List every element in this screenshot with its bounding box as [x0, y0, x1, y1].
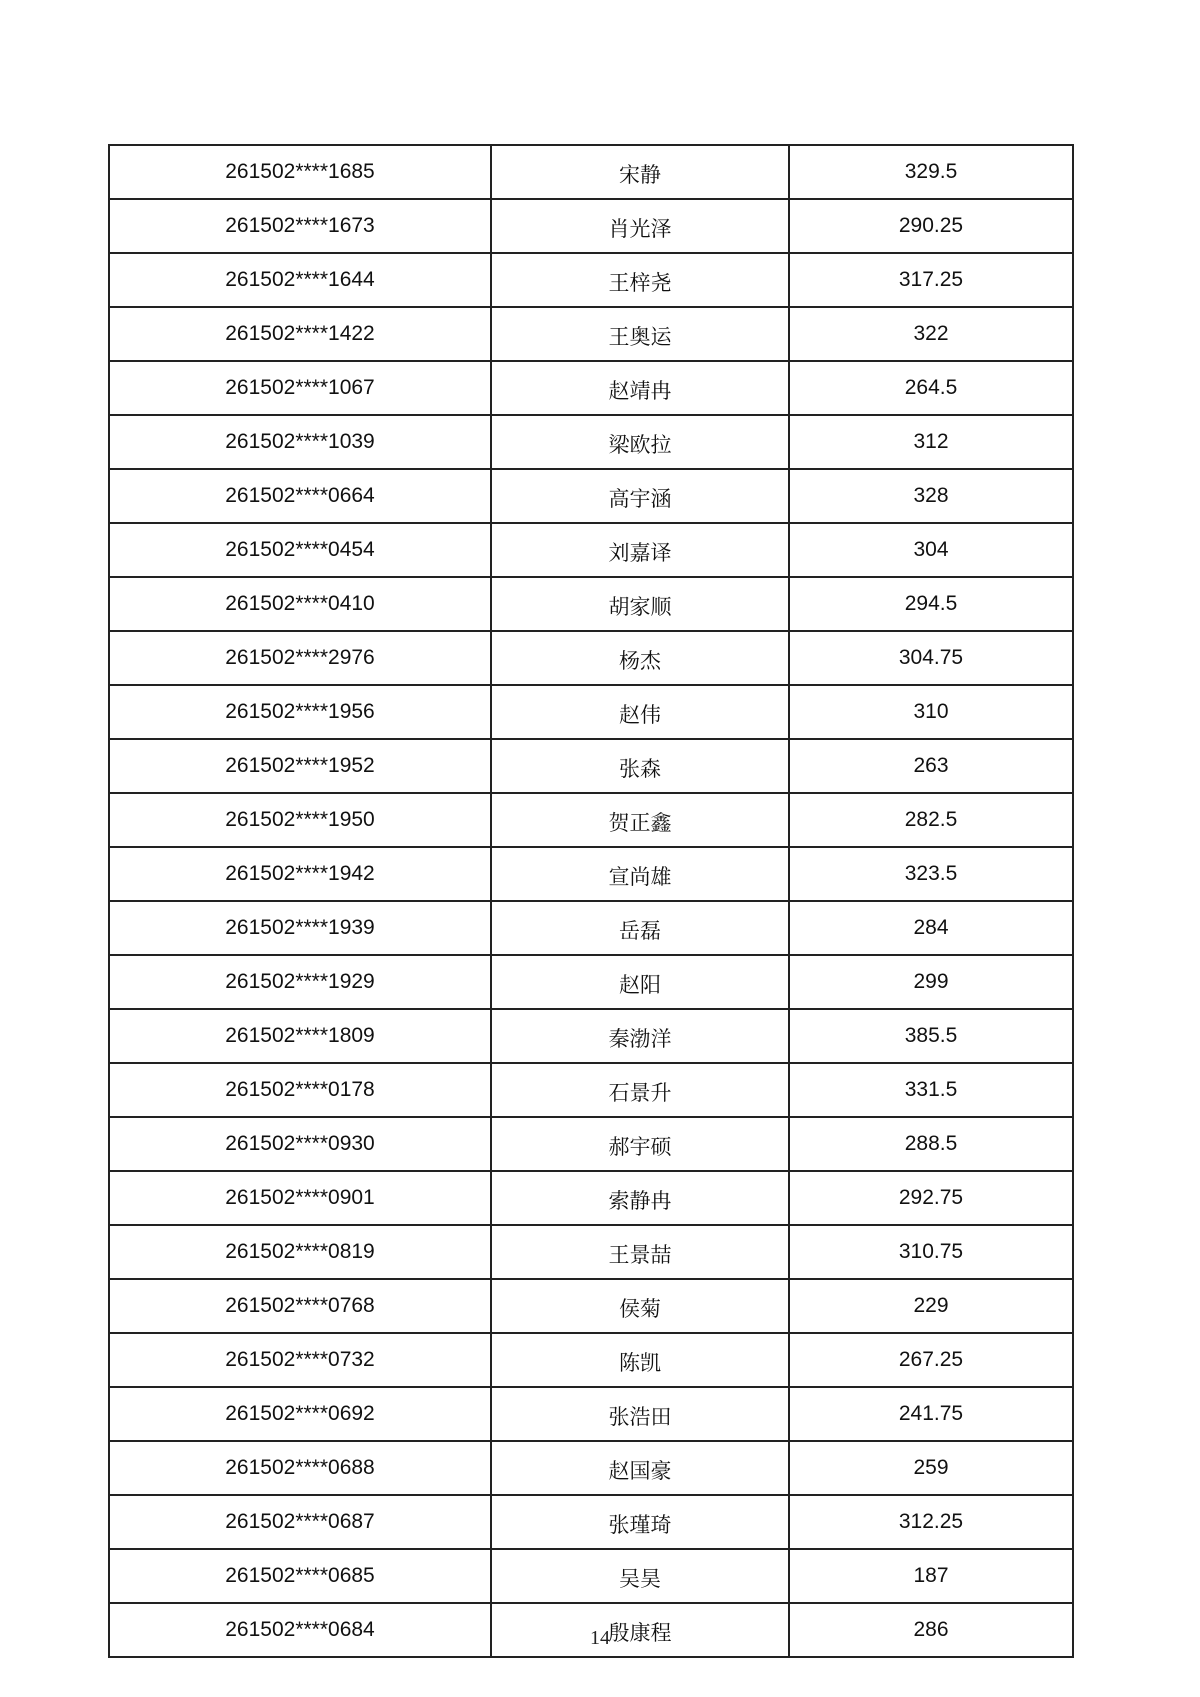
- table-row: [109, 415, 1073, 469]
- candidate-name-cell: 张森: [491, 739, 789, 793]
- table-row: [109, 1333, 1073, 1387]
- table-row: [109, 145, 1073, 199]
- candidate-score-cell: 317.25: [789, 253, 1073, 307]
- candidate-score-cell: 263: [789, 739, 1073, 793]
- candidate-name-cell: 贺正鑫: [491, 793, 789, 847]
- table-row: [109, 631, 1073, 685]
- candidate-id-cell: 261502****0454: [109, 523, 491, 577]
- candidate-score-cell: 267.25: [789, 1333, 1073, 1387]
- table-row: [109, 793, 1073, 847]
- table-row: [109, 847, 1073, 901]
- candidate-id-cell: 261502****0901: [109, 1171, 491, 1225]
- candidate-score-cell: 292.75: [789, 1171, 1073, 1225]
- candidate-score-cell: 304: [789, 523, 1073, 577]
- candidate-score-cell: 229: [789, 1279, 1073, 1333]
- candidate-id-cell: 261502****0685: [109, 1549, 491, 1603]
- candidate-id-cell: 261502****1950: [109, 793, 491, 847]
- table-row: [109, 199, 1073, 253]
- candidate-score-cell: 259: [789, 1441, 1073, 1495]
- candidate-name-cell: 高宇涵: [491, 469, 789, 523]
- table-row: [109, 1549, 1073, 1603]
- candidate-id-cell: 261502****1685: [109, 145, 491, 199]
- candidate-name-cell: 胡家顺: [491, 577, 789, 631]
- table-row: [109, 523, 1073, 577]
- candidate-score-cell: 286: [789, 1603, 1073, 1657]
- candidate-score-cell: 264.5: [789, 361, 1073, 415]
- candidate-name-cell: 宋静: [491, 145, 789, 199]
- page-number: 14: [590, 1627, 610, 1649]
- candidate-score-cell: 385.5: [789, 1009, 1073, 1063]
- candidate-name-cell: 吴昊: [491, 1549, 789, 1603]
- table-row: [109, 739, 1073, 793]
- table-row: [109, 1225, 1073, 1279]
- candidate-id-cell: 261502****0410: [109, 577, 491, 631]
- table-row: [109, 361, 1073, 415]
- candidate-name-cell: 索静冉: [491, 1171, 789, 1225]
- candidate-id-cell: 261502****1952: [109, 739, 491, 793]
- table-row: [109, 1063, 1073, 1117]
- candidate-score-cell: 282.5: [789, 793, 1073, 847]
- candidate-name-cell: 张浩田: [491, 1387, 789, 1441]
- table-row: [109, 307, 1073, 361]
- candidate-name-cell: 王奥运: [491, 307, 789, 361]
- candidate-score-cell: 284: [789, 901, 1073, 955]
- candidate-id-cell: 261502****0664: [109, 469, 491, 523]
- table-row: [109, 955, 1073, 1009]
- table-row: [109, 469, 1073, 523]
- candidate-id-cell: 261502****0178: [109, 1063, 491, 1117]
- candidate-id-cell: 261502****1956: [109, 685, 491, 739]
- candidate-name-cell: 岳磊: [491, 901, 789, 955]
- candidate-name-cell: 肖光泽: [491, 199, 789, 253]
- candidate-id-cell: 261502****0732: [109, 1333, 491, 1387]
- table-row: [109, 1495, 1073, 1549]
- table-row: [109, 1117, 1073, 1171]
- table-row: [109, 1441, 1073, 1495]
- table-row: [109, 1009, 1073, 1063]
- score-table: [108, 144, 1074, 1658]
- candidate-name-cell: 宣尚雄: [491, 847, 789, 901]
- candidate-id-cell: 261502****1942: [109, 847, 491, 901]
- candidate-id-cell: 261502****1929: [109, 955, 491, 1009]
- candidate-name-cell: 张瑾琦: [491, 1495, 789, 1549]
- candidate-score-cell: 304.75: [789, 631, 1073, 685]
- candidate-id-cell: 261502****0687: [109, 1495, 491, 1549]
- candidate-name-cell: 赵伟: [491, 685, 789, 739]
- candidate-score-cell: 310: [789, 685, 1073, 739]
- candidate-name-cell: 赵阳: [491, 955, 789, 1009]
- candidate-name-cell: 郝宇硕: [491, 1117, 789, 1171]
- candidate-score-cell: 288.5: [789, 1117, 1073, 1171]
- candidate-id-cell: 261502****1673: [109, 199, 491, 253]
- table-row: [109, 1387, 1073, 1441]
- candidate-score-cell: 331.5: [789, 1063, 1073, 1117]
- candidate-name-cell: 王梓尧: [491, 253, 789, 307]
- candidate-id-cell: 261502****0819: [109, 1225, 491, 1279]
- candidate-name-cell: 秦渤洋: [491, 1009, 789, 1063]
- candidate-id-cell: 261502****2976: [109, 631, 491, 685]
- candidate-id-cell: 261502****1644: [109, 253, 491, 307]
- candidate-id-cell: 261502****0684: [109, 1603, 491, 1657]
- table-row: [109, 1279, 1073, 1333]
- candidate-name-cell: 赵靖冉: [491, 361, 789, 415]
- candidate-score-cell: 241.75: [789, 1387, 1073, 1441]
- candidate-name-cell: 王景喆: [491, 1225, 789, 1279]
- candidate-score-cell: 294.5: [789, 577, 1073, 631]
- candidate-name-cell: 陈凯: [491, 1333, 789, 1387]
- candidate-id-cell: 261502****1809: [109, 1009, 491, 1063]
- table-row: [109, 901, 1073, 955]
- candidate-id-cell: 261502****0768: [109, 1279, 491, 1333]
- candidate-id-cell: 261502****1039: [109, 415, 491, 469]
- candidate-score-cell: 299: [789, 955, 1073, 1009]
- candidate-score-cell: 329.5: [789, 145, 1073, 199]
- candidate-score-cell: 322: [789, 307, 1073, 361]
- candidate-score-cell: 187: [789, 1549, 1073, 1603]
- candidate-score-cell: 312: [789, 415, 1073, 469]
- candidate-name-cell: 杨杰: [491, 631, 789, 685]
- candidate-name-cell: 赵国豪: [491, 1441, 789, 1495]
- candidate-id-cell: 261502****1067: [109, 361, 491, 415]
- table-body: [109, 145, 1073, 1657]
- candidate-id-cell: 261502****1939: [109, 901, 491, 955]
- candidate-score-cell: 323.5: [789, 847, 1073, 901]
- candidate-name-cell: 梁欧拉: [491, 415, 789, 469]
- candidate-id-cell: 261502****0692: [109, 1387, 491, 1441]
- candidate-score-cell: 312.25: [789, 1495, 1073, 1549]
- table-row: [109, 253, 1073, 307]
- candidate-id-cell: 261502****1422: [109, 307, 491, 361]
- table-row: [109, 1171, 1073, 1225]
- table-row: [109, 577, 1073, 631]
- table-row: [109, 685, 1073, 739]
- candidate-score-cell: 310.75: [789, 1225, 1073, 1279]
- candidate-score-cell: 328: [789, 469, 1073, 523]
- candidate-name-cell: 侯菊: [491, 1279, 789, 1333]
- candidate-score-cell: 290.25: [789, 199, 1073, 253]
- candidate-name-cell: 石景升: [491, 1063, 789, 1117]
- candidate-id-cell: 261502****0688: [109, 1441, 491, 1495]
- candidate-name-cell: 殷康程: [491, 1603, 789, 1657]
- candidate-id-cell: 261502****0930: [109, 1117, 491, 1171]
- candidate-name-cell: 刘嘉译: [491, 523, 789, 577]
